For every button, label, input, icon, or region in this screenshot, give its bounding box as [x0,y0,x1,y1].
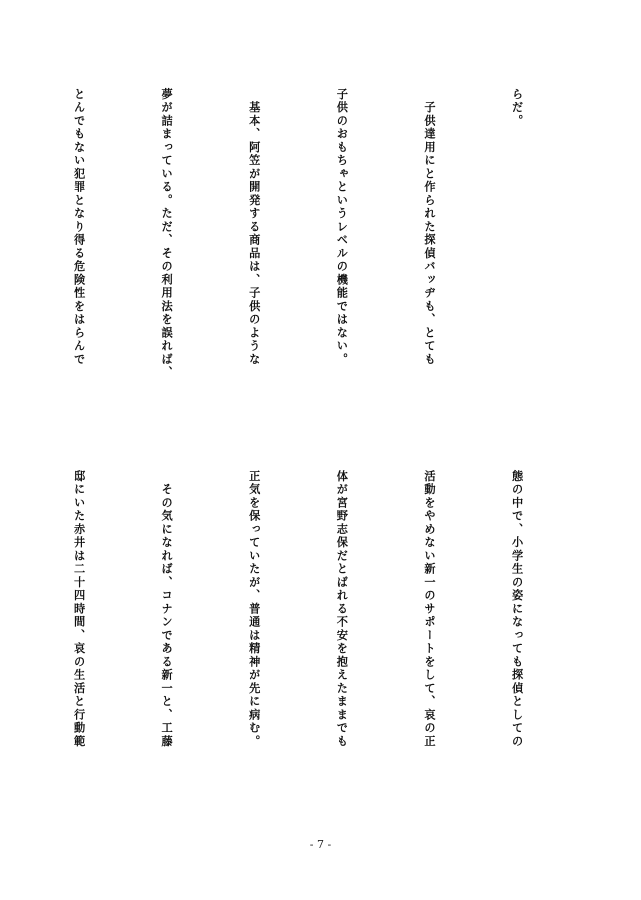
text-line: とんでもない犯罪となり得る危険性をはらんで [72,88,86,367]
text-block-bottom [30,470,590,815]
text-line: 邸にいた赤井は二十四時間、哀の生活と行動範 [72,470,86,749]
text-line: 活動をやめない新一のサポートをして、哀の正 [422,470,436,749]
text-line: 夢が詰まっている。ただ、その利用法を誤れば、 [160,88,174,380]
text-line: 正気を保っていたが、普通は精神が先に病む。 [247,470,261,749]
text-line: その気になれば、コナンである新一と、工藤 [160,470,174,749]
text-line [0,88,6,433]
text-line: 基本、阿笠が開発する商品は、子供のような [247,88,261,367]
text-block-top [30,88,590,433]
text-line: 子供達用にと作られた探偵バッヂも、とても [422,88,436,367]
text-line: らだ。 [510,88,524,128]
text-line [0,470,6,815]
page-number: - 7 - [309,838,332,851]
text-line: 体が宮野志保だとばれる不安を抱えたままでも [335,470,349,749]
text-line: 子供のおもちゃというレベルの機能ではない。 [335,88,349,367]
text-line: 態の中で、小学生の姿になっても探偵としての [510,470,524,749]
